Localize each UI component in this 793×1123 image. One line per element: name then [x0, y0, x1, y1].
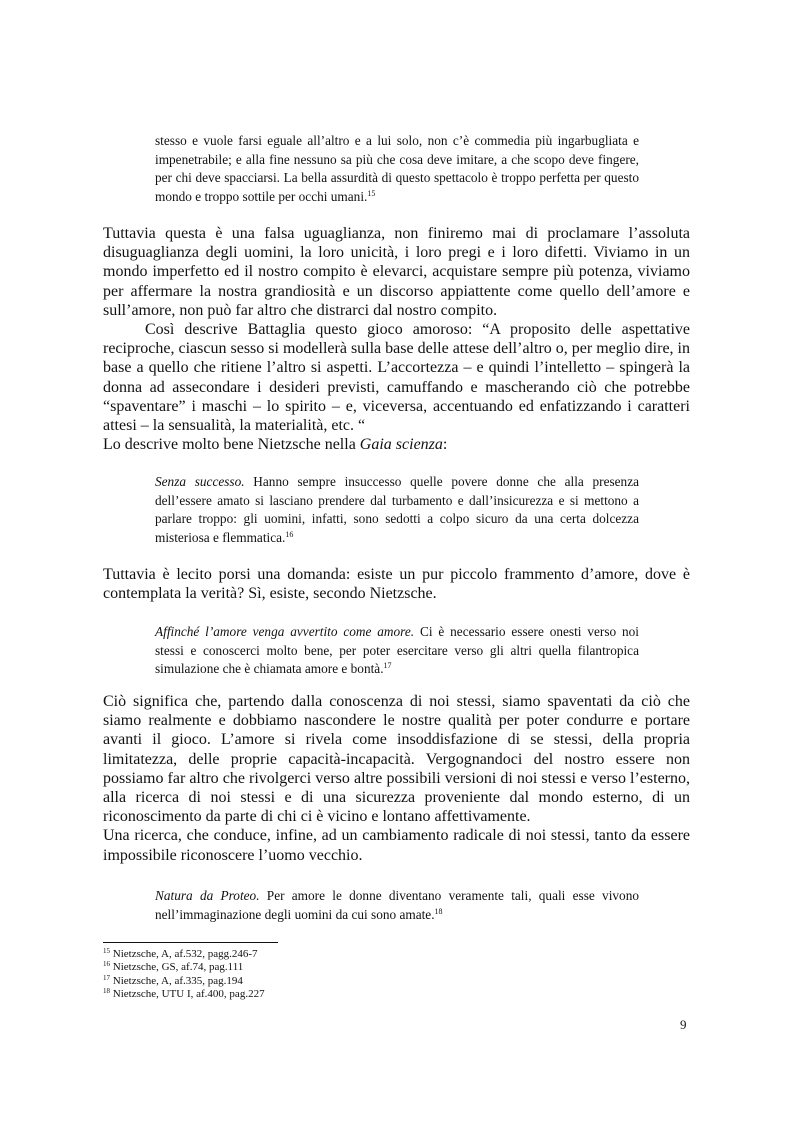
- quote-3-text: Ci è necessario essere onesti verso noi stessi e conoscerci molto bene, per poter esercitare verso gli altri quella filantropica simulazione che è chiamata amore e bontà.: [155, 624, 639, 677]
- footnote-17: [103, 975, 503, 988]
- body-section-2: [103, 565, 690, 603]
- quote-4-title: Natura da Proteo.: [155, 888, 260, 903]
- quote-1-text: stesso e vuole farsi eguale all’altro e a lui solo, non c’è commedia più ingarbugliata e impenetrabile; e alla fine nessuno sa più che cosa deve imitare, a che scopo deve fingere, per chi deve spacciarsi. La bella assurdità di questo spettacolo è troppo perfetta per questo mondo e troppo sottile per occhi umani.: [155, 133, 639, 204]
- paragraph-5: Ciò significa che, partendo dalla conoscenza di noi stessi, siamo spaventati da ciò che siamo realmente e dobbiamo nascondere le nostre qualità per poter condurre e portare avanti il gioco. L’amore si rivela come insoddisfazione di se stessi, della propria limitatezza, delle proprie capacità-incapacità. Vergognandoci del nostro essere non possiamo far altro che rivolgerci verso altre possibili versioni di noi stessi e verso l’esterno, alla ricerca di noi stessi e di una sicurezza proveniente dal mondo esterno, di un riconoscimento da parte di chi ci è vicino e lontano affettivamente.: [103, 693, 690, 826]
- quote-3-title: Affinché l’amore venga avvertito come amore.: [155, 624, 415, 639]
- paragraph-3-prefix: Lo descrive molto bene Nietzsche nella: [103, 436, 360, 454]
- block-quote-3: [155, 623, 639, 679]
- footnote-ref-15[interactable]: 15: [367, 188, 376, 198]
- footnote-separator: [103, 942, 278, 943]
- body-section-3: [103, 692, 690, 865]
- paragraph-3-suffix: :: [442, 436, 448, 454]
- footnote-number: 17: [103, 973, 110, 982]
- footnote-15: [103, 948, 503, 961]
- footnote-number: 16: [103, 960, 110, 969]
- footnotes: [103, 948, 503, 1001]
- footnote-ref-17[interactable]: 17: [383, 661, 392, 671]
- body-section-1: [103, 224, 690, 454]
- footnote-text: Nietzsche, A, af.335, pag.194: [110, 974, 243, 987]
- paragraph-6: Una ricerca, che conduce, infine, ad un cambiamento radicale di noi stessi, tanto da essere impossibile riconoscere l’uomo vecchio.: [103, 827, 690, 864]
- paragraph-4: Tuttavia è lecito porsi una domanda: esiste un pur piccolo frammento d’amore, dove è contemplata la verità? Sì, esiste, secondo Nietzsche.: [103, 566, 690, 603]
- footnote-ref-16[interactable]: 16: [285, 529, 294, 539]
- footnote-text: Nietzsche, GS, af.74, pag.111: [110, 961, 244, 974]
- footnote-text: Nietzsche, UTU I, af.400, pag.227: [110, 987, 265, 1000]
- book-title-gaia-scienza: Gaia scienza: [359, 436, 443, 454]
- footnote-18: [103, 988, 503, 1001]
- footnote-text: Nietzsche, A, af.532, pagg.246-7: [110, 948, 258, 960]
- paragraph-1: Tuttavia questa è una falsa uguaglianza, non finiremo mai di proclamare l’assoluta disuguaglianza degli uomini, la loro unicità, i loro pregi e i loro difetti. Viviamo in un mondo imperfetto ed il nostro compito è elevarci, acquistare sempre più potenza, viviamo per affermare la nostra grandiosità e un discorso appiattente come quello dell’amore e sull’amore, non può far altro che distrarci dal nostro compito.: [103, 225, 690, 319]
- page-number: 9: [680, 1017, 687, 1032]
- paragraph-3: [103, 435, 690, 454]
- footnote-number: 18: [103, 986, 110, 995]
- paragraph-2: Così descrive Battaglia questo gioco amoroso: “A proposito delle aspettative reciproche, ciascun sesso si modellerà sulla base delle attese dell’altro o, per meglio dire, in base a quello che ritiene l’altro si aspetti. L’accortezza – e quindi l’intelletto – spingerà la donna ad assecondare i desideri previsti, camuffando e mascherando ciò che potrebbe “spaventare” i maschi – lo spirito – e, viceversa, accentuando ed enfatizzando i caratteri attesi – la sensualità, la materialità, etc. “: [103, 321, 690, 435]
- block-quote-2: [155, 473, 639, 547]
- quote-2-text: Hanno sempre insuccesso quelle povere donne che alla presenza dell’essere amato si lasciano prendere dal turbamento e dall’insicurezza e si mettono a parlare troppo: gli uomini, infatti, sono sedotti a colpo sicuro da una certa dolcezza misteriosa e flemmatica.: [155, 474, 639, 545]
- block-quote-1: [155, 132, 639, 206]
- block-quote-4: [155, 887, 639, 924]
- quote-4-text: Per amore le donne diventano veramente tali, quali esse vivono nell’immaginazione degli uomini da cui sono amate.: [155, 888, 639, 922]
- footnote-ref-18[interactable]: 18: [434, 906, 443, 916]
- quote-2-title: Senza successo.: [155, 474, 245, 489]
- footnote-number: 15: [103, 947, 110, 955]
- footnote-16: [103, 961, 503, 974]
